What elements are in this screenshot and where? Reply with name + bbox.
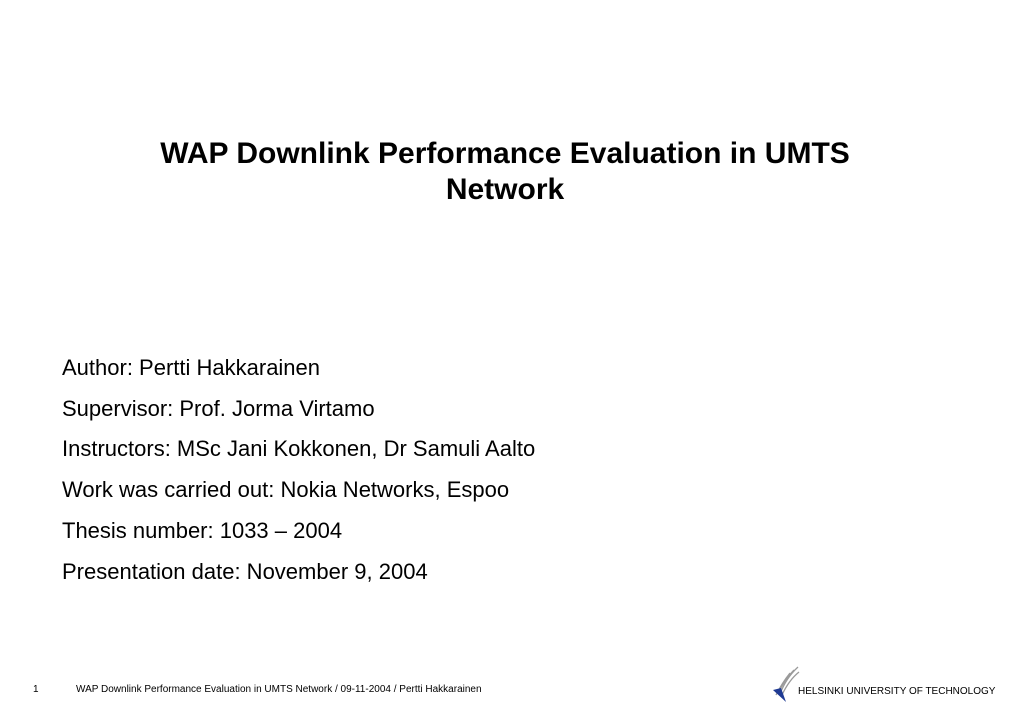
- supervisor-line: Supervisor: Prof. Jorma Virtamo: [62, 395, 375, 421]
- slide-title-line-1: WAP Downlink Performance Evaluation in UMTS: [160, 137, 850, 170]
- work-location-line: Work was carried out: Nokia Networks, Espoo: [62, 477, 510, 503]
- instructors-line: Instructors: MSc Jani Kokkonen, Dr Samuli Aalto: [62, 436, 536, 462]
- thesis-number-line: Thesis number: 1033 – 2004: [62, 517, 343, 543]
- university-logo-icon: [772, 664, 800, 704]
- slide-title-line-2: Network: [445, 173, 565, 206]
- university-name: HELSINKI UNIVERSITY OF TECHNOLOGY: [798, 686, 996, 697]
- presentation-date-line: Presentation date: November 9, 2004: [62, 558, 428, 584]
- thesis-details-list: [62, 348, 535, 592]
- footer-text: WAP Downlink Performance Evaluation in UMTS Network / 09-11-2004 / Pertti Hakkarainen: [76, 684, 482, 695]
- slide-title: [0, 136, 1010, 208]
- page-number: 1: [33, 684, 39, 695]
- university-branding: [772, 664, 1017, 704]
- author-line: Author: Pertti Hakkarainen: [62, 355, 321, 380]
